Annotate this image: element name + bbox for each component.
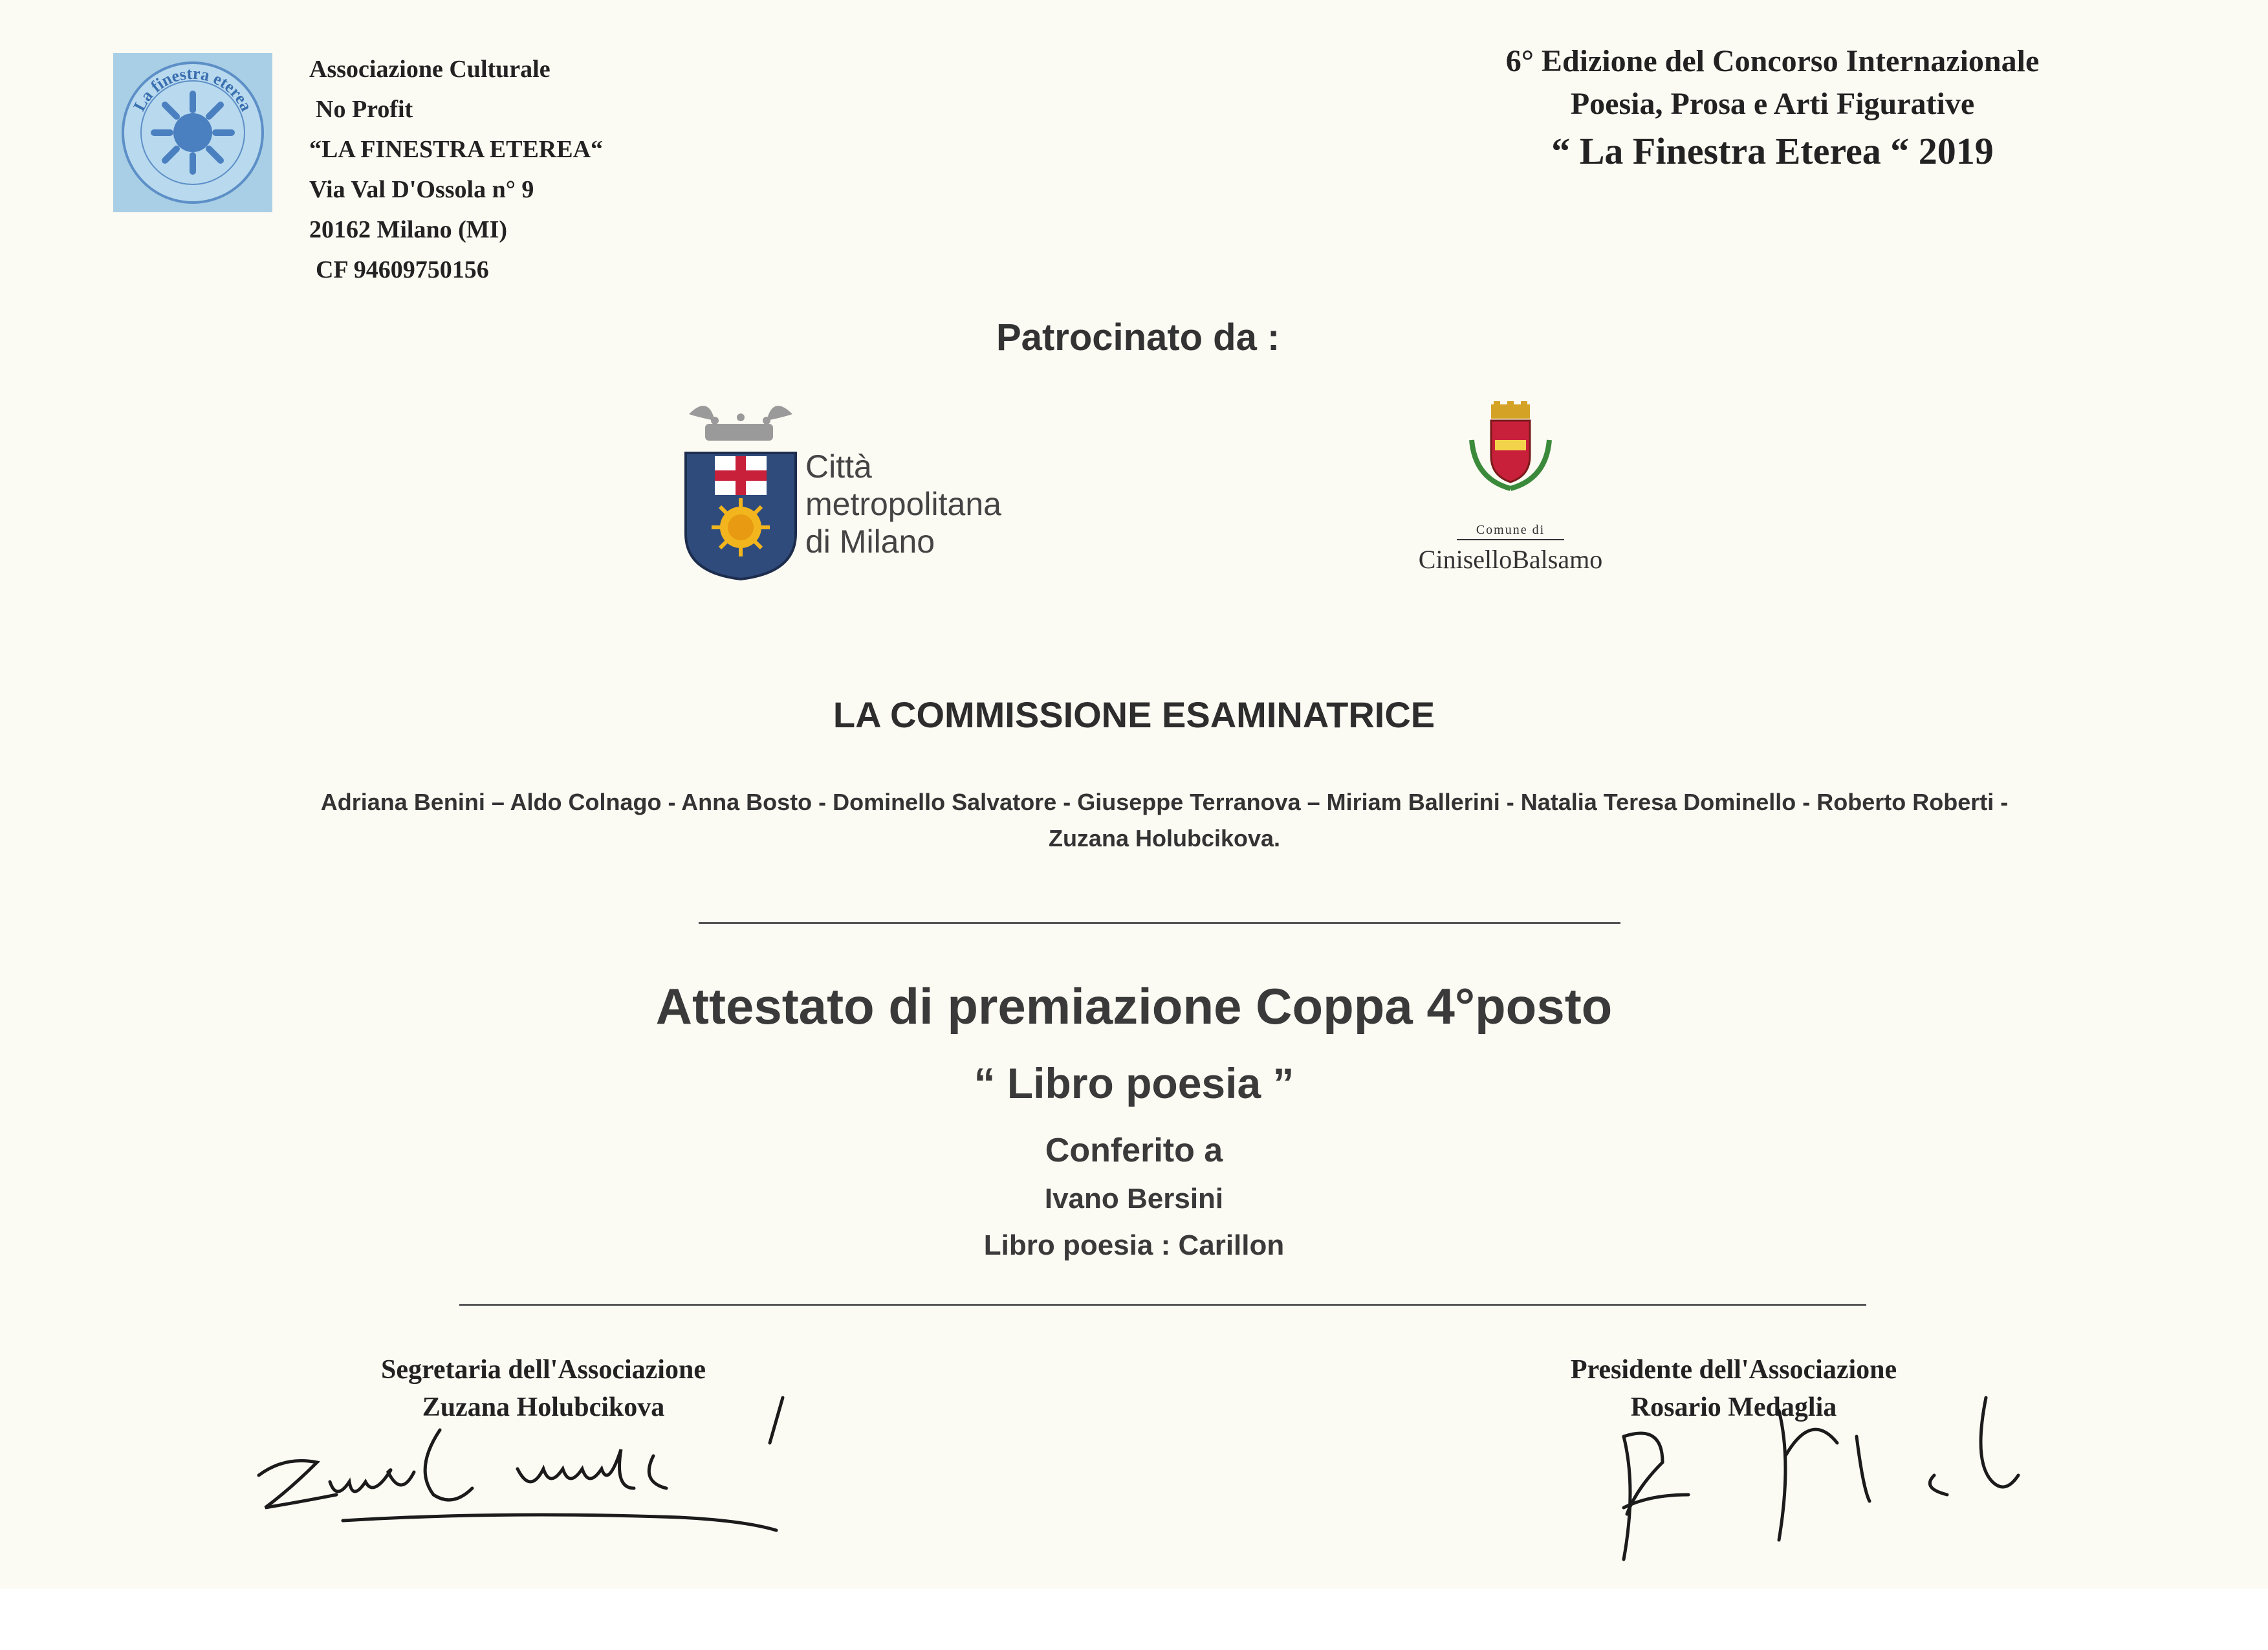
cinisello-name [1394, 523, 1627, 575]
president-role: Presidente dell'Associazione [1570, 1355, 1897, 1385]
members-line: Adriana Benini – Aldo Colnago - Anna Bosto - Dominello Salvatore - Giuseppe Terranova – Miriam Ballerini - Natalia Teresa Dominello - Roberto Roberti - [320, 789, 2009, 815]
org-line: Via Val D'Ossola n° 9 [309, 176, 534, 203]
org-line: Associazione Culturale [309, 56, 551, 83]
svg-text:La finestra eterea: La finestra eterea [129, 63, 256, 115]
divider [459, 1304, 1866, 1306]
commission-title: LA COMMISSIONE ESAMINATRICE [833, 694, 1435, 735]
president-signature [1585, 1385, 2051, 1572]
conferred-label: Conferito a [1045, 1132, 1223, 1169]
association-logo [113, 53, 272, 212]
edition-line: 6° Edizione del Concorso Internazionale [1505, 44, 2040, 78]
cmm-line: metropolitana [805, 486, 1001, 522]
award-category: “ Libro poesia ” [974, 1059, 1294, 1107]
recipient-name: Ivano Bersini [1044, 1183, 1224, 1215]
award-title: Attestato di premiazione Coppa 4°posto [655, 978, 1613, 1035]
org-line: “LA FINESTRA ETEREA“ [309, 136, 604, 163]
citta-metropolitana-name [805, 448, 1001, 560]
cinisello-title: CiniselloBalsamo [1418, 545, 1603, 574]
sun-emblem-icon [113, 53, 272, 212]
edition-title [1410, 40, 2135, 177]
president-name: Rosario Medaglia [1630, 1392, 1837, 1422]
secretary-role: Segretaria dell'Associazione [381, 1355, 706, 1385]
work-title: Libro poesia : Carillon [983, 1229, 1285, 1261]
cmm-line: di Milano [805, 523, 935, 560]
association-address [309, 49, 603, 290]
org-line: CF 94609750156 [316, 256, 489, 283]
secretary-signature [246, 1385, 828, 1540]
edition-line: Poesia, Prosa e Arti Figurative [1570, 87, 1975, 121]
edition-line: “ La Finestra Eterea “ 2019 [1551, 130, 1994, 172]
commission-members [129, 784, 2199, 857]
citta-metropolitana-shield-icon [676, 388, 805, 582]
cinisello-crest-icon [1465, 401, 1556, 492]
org-line: No Profit [316, 96, 413, 123]
org-line: 20162 Milano (MI) [309, 216, 508, 243]
cinisello-sub: Comune di [1457, 523, 1564, 540]
secretary-name: Zuzana Holubcikova [422, 1392, 665, 1422]
divider [699, 922, 1620, 924]
patronage-label: Patrocinato da : [996, 316, 1280, 358]
members-line: Zuzana Holubcikova. [1048, 825, 1281, 852]
scan-margin [0, 1589, 2268, 1650]
cmm-line: Città [805, 448, 872, 485]
